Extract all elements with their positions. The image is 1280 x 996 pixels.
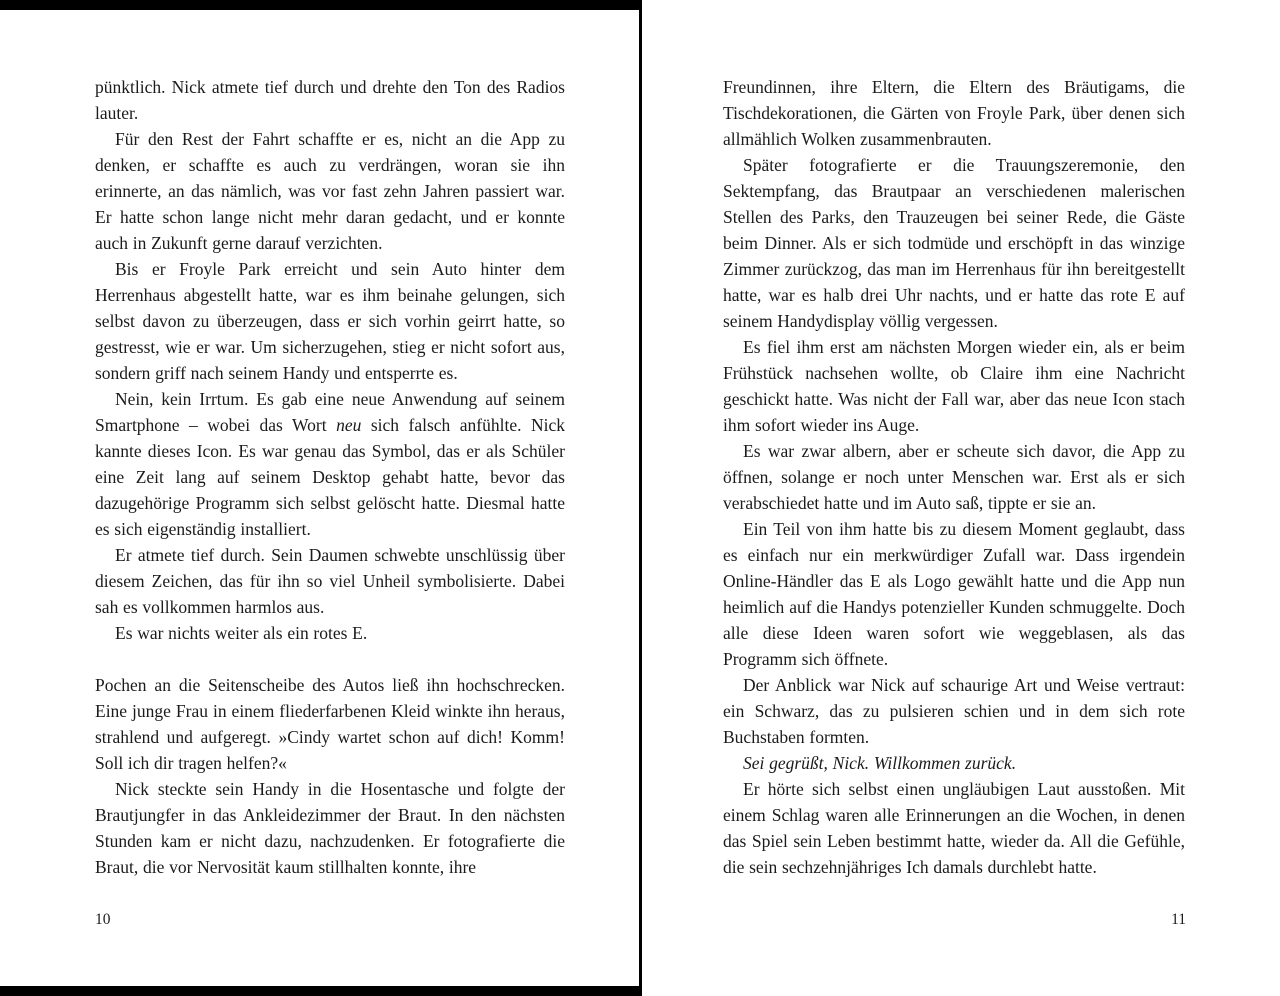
text-segment: Später fotografierte er die Trauungszeremonie, den Sektempfang, das Brautpaar an verschiedenen malerischen Stellen des Parks, den Trauzeugen bei seiner Rede, die Gäste beim Dinner. Als er sich todmüde und erschöpft in das winzige Zimmer zurückzog, das man im Herrenhaus für ihn bereitgestellt hatte, war es halb drei Uhr nachts, und er hatte das rote E auf seinem Handydisplay völlig vergessen. — [723, 155, 1185, 331]
paragraph — [723, 672, 1185, 750]
text-segment: Ein Teil von ihm hatte bis zu diesem Moment geglaubt, dass es einfach nur ein merkwürdiger Zufall war. Dass irgendein Online-Händler das E als Logo gewählt hatte und die App nun heimlich auf die Handys potenzieller Kunden schmuggelte. Doch alle diese Ideen waren sofort wie weggeblasen, als das Programm sich öffnete. — [723, 519, 1185, 669]
paragraph — [95, 126, 565, 256]
text-segment: Nein, kein Irrtum. Es gab eine neue Anwendung auf seinem Smartphone – wobei das Wort — [95, 389, 565, 435]
page-number-right: 11 — [1171, 911, 1186, 928]
paragraph — [723, 334, 1185, 438]
page-right-text — [723, 74, 1185, 880]
paragraph — [723, 750, 1185, 776]
text-segment: Nick steckte sein Handy in die Hosentasche und folgte der Brautjungfer in das Ankleidezimmer der Braut. In den nächsten Stunden kam er nicht dazu, nachzudenken. Er fotografierte die Braut, die vor Nervosität kaum stillhalten konnte, ihre — [95, 779, 565, 877]
paragraph — [723, 152, 1185, 334]
paragraph — [95, 386, 565, 542]
paragraph — [723, 776, 1185, 880]
paragraph — [95, 672, 565, 776]
text-segment: Der Anblick war Nick auf schaurige Art und Weise vertraut: ein Schwarz, das zu pulsieren schien und in dem sich rote Buchstaben formten. — [723, 675, 1185, 747]
text-segment: Freundinnen, ihre Eltern, die Eltern des Bräutigams, die Tischdekorationen, die Gärten von Froyle Park, über denen sich allmählich Wolken zusammenbrauten. — [723, 77, 1185, 149]
text-segment: sich falsch anfühlte. Nick kannte dieses Icon. Es war genau das Symbol, das er als Schüler eine Zeit lang auf seinem Desktop gehabt hatte, bevor das dazugehörige Programm sich selbst gelöscht hatte. Diesmal hatte es sich eigenständig installiert. — [95, 415, 565, 539]
paragraph — [95, 256, 565, 386]
paragraph — [95, 620, 565, 646]
text-segment: Er hörte sich selbst einen ungläubigen Laut ausstoßen. Mit einem Schlag waren alle Erinnerungen an die Wochen, in denen das Spiel sein Leben bestimmt hatte, wieder da. All die Gefühle, die sein sechzehnjähriges Ich damals durchlebt hatte. — [723, 779, 1185, 877]
text-segment: Es fiel ihm erst am nächsten Morgen wieder ein, als er beim Frühstück nachsehen wollte, ob Claire ihm eine Nachricht geschickt hatte. Was nicht der Fall war, aber das neue Icon stach ihm sofort wieder ins Auge. — [723, 337, 1185, 435]
text-segment: Pochen an die Seitenscheibe des Autos ließ ihn hochschrecken. Eine junge Frau in einem fliederfarbenen Kleid winkte ihn heraus, strahlend und aufgeregt. »Cindy wartet schon auf dich! Komm! Soll ich dir tragen helfen?« — [95, 675, 565, 773]
paragraph — [95, 74, 565, 126]
text-segment: Es war zwar albern, aber er scheute sich davor, die App zu öffnen, solange er noch unter Menschen war. Erst als er sich verabschiedet hatte und im Auto saß, tippte er sie an. — [723, 441, 1185, 513]
text-segment: Es war nichts weiter als ein rotes E. — [115, 623, 368, 643]
paragraph — [723, 516, 1185, 672]
text-segment: Für den Rest der Fahrt schaffte er es, nicht an die App zu denken, er schaffte es auch zu verdrängen, woran sie ihn erinnerte, an das nämlich, was vor fast zehn Jahren passiert war. Er hatte schon lange nicht mehr daran gedacht, und er konnte auch in Zukunft gerne darauf verzichten. — [95, 129, 565, 253]
text-segment: Bis er Froyle Park erreicht und sein Auto hinter dem Herrenhaus abgestellt hatte, war es ihm beinahe gelungen, sich selbst davon zu überzeugen, dass er sich vorhin geirrt hatte, so gestresst, wie er war. Um sicherzugehen, stieg er nicht sofort aus, sondern griff nach seinem Handy und entsperrte es. — [95, 259, 565, 383]
text-segment-italic: neu — [336, 415, 362, 435]
text-segment: pünktlich. Nick atmete tief durch und drehte den Ton des Radios lauter. — [95, 77, 565, 123]
page-left — [0, 0, 639, 996]
paragraph — [723, 74, 1185, 152]
page-right — [641, 0, 1280, 996]
text-segment: Er atmete tief durch. Sein Daumen schwebte unschlüssig über diesem Zeichen, das für ihn so viel Unheil symbolisierte. Dabei sah es vollkommen harmlos aus. — [95, 545, 565, 617]
paragraph — [95, 776, 565, 880]
page-left-text — [95, 74, 565, 880]
text-segment-italic: Sei gegrüßt, Nick. Willkommen zurück. — [743, 753, 1017, 773]
paragraph — [95, 542, 565, 620]
paragraph — [723, 438, 1185, 516]
page-number-left: 10 — [95, 911, 111, 928]
